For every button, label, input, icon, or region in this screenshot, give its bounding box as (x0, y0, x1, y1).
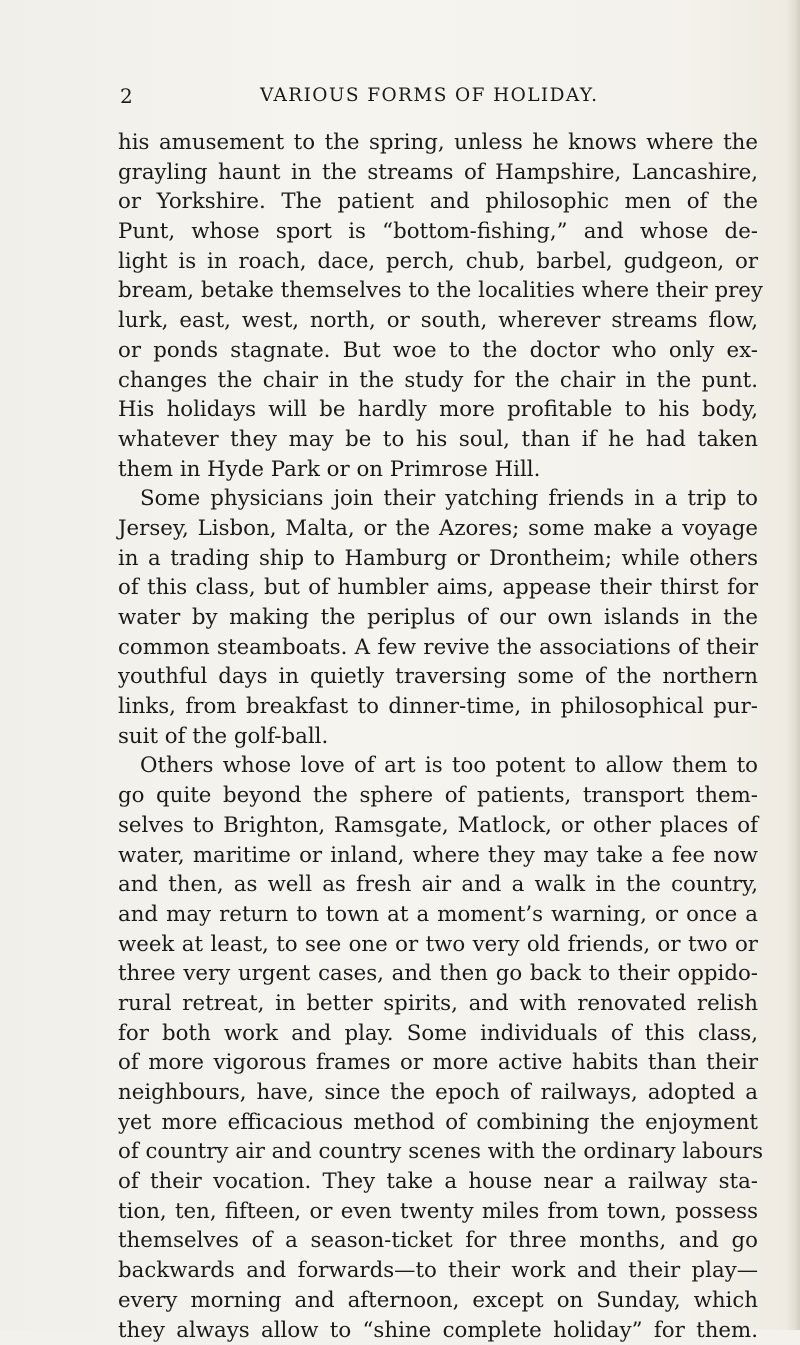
text-line: grayling haunt in the streams of Hampshire, Lancashire, (118, 158, 758, 188)
text-line: Others whose love of art is too potent to allow them to (118, 751, 758, 781)
text-line: and may return to town at a moment’s warning, or once a (118, 900, 758, 930)
text-line: in a trading ship to Hamburg or Drontheim; while others (118, 544, 758, 574)
text-line: and then, as well as fresh air and a walk in the country, (118, 870, 758, 900)
running-head (120, 84, 740, 114)
text-line: Jersey, Lisbon, Malta, or the Azores; some make a voyage (118, 514, 758, 544)
text-line: his amusement to the spring, unless he knows where the (118, 128, 758, 158)
text-line: go quite beyond the sphere of patients, transport them- (118, 781, 758, 811)
text-line: of more vigorous frames or more active habits than their (118, 1048, 758, 1078)
body-text (118, 128, 758, 1345)
page-number: 2 (120, 84, 133, 108)
page-edge-shadow (786, 0, 800, 1330)
text-line: three very urgent cases, and then go back to their oppido- (118, 959, 758, 989)
text-line: bream, betake themselves to the localities where their prey (118, 276, 758, 306)
text-line: Punt, whose sport is “bottom-fishing,” and whose de- (118, 217, 758, 247)
text-line: of their vocation. They take a house near a railway sta- (118, 1167, 758, 1197)
text-line: links, from breakfast to dinner-time, in philosophical pur- (118, 692, 758, 722)
text-line: them in Hyde Park or on Primrose Hill. (118, 455, 758, 485)
text-line: they always allow to “shine complete holiday” for them. (118, 1316, 758, 1345)
text-line: themselves of a season-ticket for three months, and go (118, 1226, 758, 1256)
text-line: light is in roach, dace, perch, chub, barbel, gudgeon, or (118, 247, 758, 277)
text-line: every morning and afternoon, except on Sunday, which (118, 1286, 758, 1316)
running-head-title: VARIOUS FORMS OF HOLIDAY. (260, 85, 598, 106)
text-line: Some physicians join their yatching friends in a trip to (118, 484, 758, 514)
text-line: for both work and play. Some individuals of this class, (118, 1019, 758, 1049)
text-line: selves to Brighton, Ramsgate, Matlock, or other places of (118, 811, 758, 841)
text-line: water by making the periplus of our own islands in the (118, 603, 758, 633)
text-line: week at least, to see one or two very old friends, or two or (118, 930, 758, 960)
text-line: of country air and country scenes with the ordinary labours (118, 1137, 758, 1167)
text-line: or Yorkshire. The patient and philosophic men of the (118, 187, 758, 217)
text-line: or ponds stagnate. But woe to the doctor who only ex- (118, 336, 758, 366)
text-line: lurk, east, west, north, or south, wherever streams flow, (118, 306, 758, 336)
text-line: tion, ten, fifteen, or even twenty miles from town, possess (118, 1197, 758, 1227)
text-line: neighbours, have, since the epoch of railways, adopted a (118, 1078, 758, 1108)
text-line: whatever they may be to his soul, than if he had taken (118, 425, 758, 455)
text-line: His holidays will be hardly more profitable to his body, (118, 395, 758, 425)
text-line: changes the chair in the study for the chair in the punt. (118, 366, 758, 396)
text-line: rural retreat, in better spirits, and with renovated relish (118, 989, 758, 1019)
text-line: suit of the golf-ball. (118, 722, 758, 752)
text-line: backwards and forwards—to their work and their play— (118, 1256, 758, 1286)
text-line: youthful days in quietly traversing some of the northern (118, 662, 758, 692)
text-line: common steamboats. A few revive the associations of their (118, 633, 758, 663)
text-line: yet more efficacious method of combining the enjoyment (118, 1108, 758, 1138)
text-line: of this class, but of humbler aims, appease their thirst for (118, 573, 758, 603)
text-line: water, maritime or inland, where they may take a fee now (118, 841, 758, 871)
